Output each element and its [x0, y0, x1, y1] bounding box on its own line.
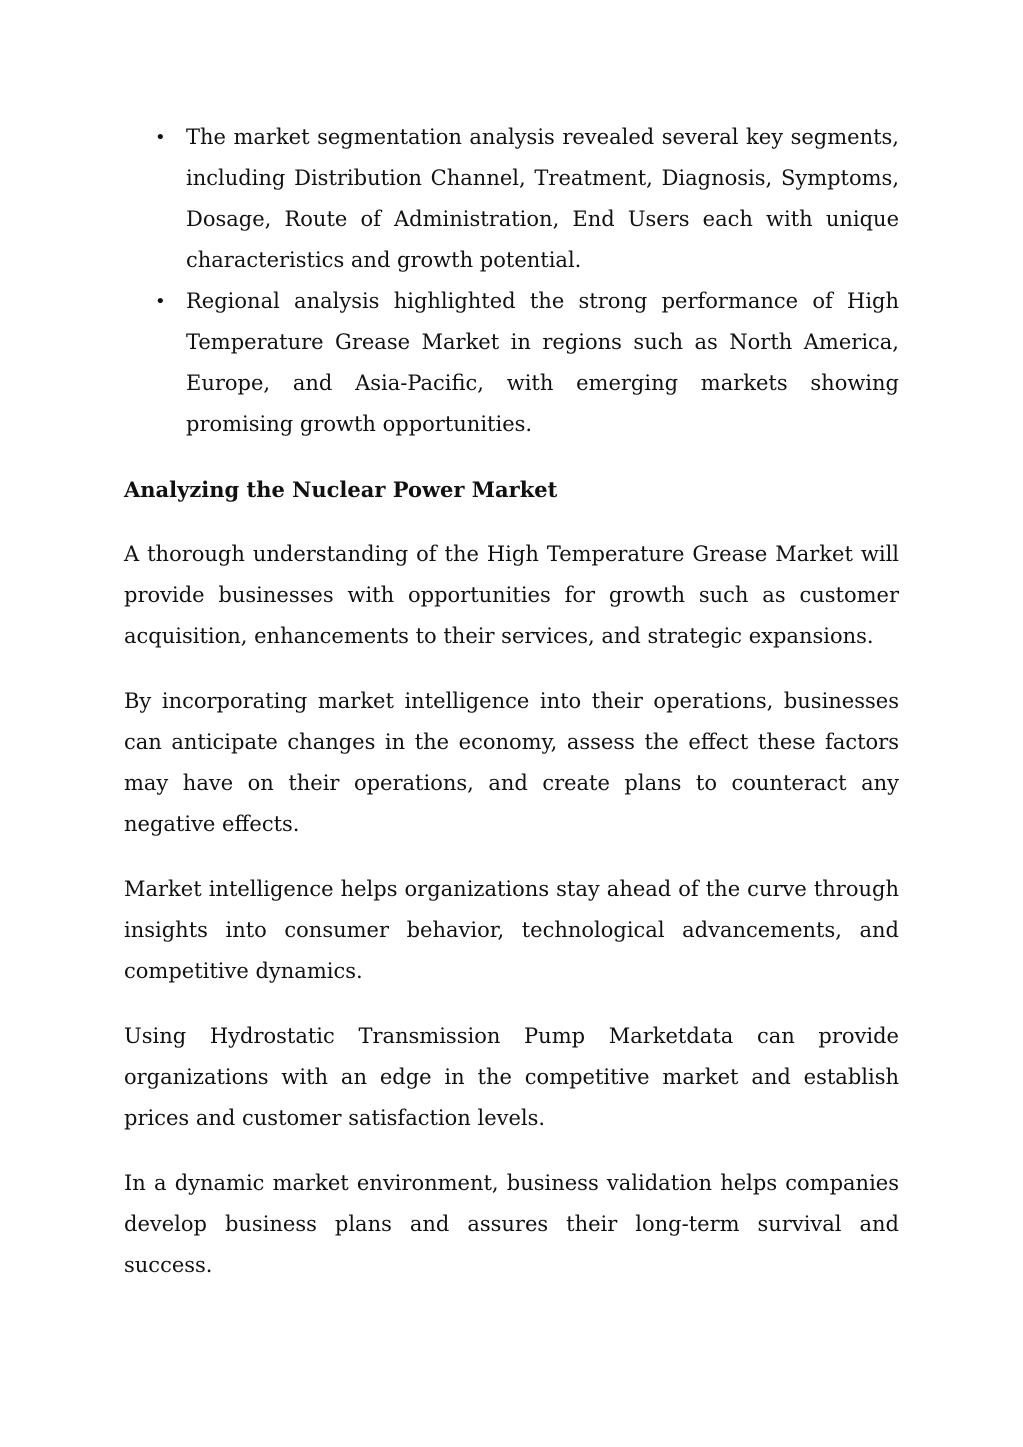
paragraph: A thorough understanding of the High Temperature Grease Market will provide businesses with opportunities for growth such as customer acquisition, enhancements to their services, and strategic expansions.	[124, 542, 899, 648]
section-heading: Analyzing the Nuclear Power Market	[124, 477, 558, 502]
bullet-list	[124, 117, 899, 445]
list-item-text: Regional analysis highlighted the strong performance of High Temperature Grease Market in regions such as North America, Europe, and Asia-Pacific, with emerging markets showing promising growth opportunities.	[186, 289, 899, 436]
bullet-dot-icon: •	[155, 291, 166, 312]
paragraph: Using Hydrostatic Transmission Pump Marketdata can provide organizations with an edge in the competitive market and establish prices and customer satisfaction levels.	[124, 1024, 899, 1130]
bullet-dot-icon: •	[155, 127, 166, 148]
list-item	[124, 117, 899, 281]
list-item	[124, 281, 899, 445]
paragraph: By incorporating market intelligence into their operations, businesses can anticipate changes in the economy, assess the effect these factors may have on their operations, and create plans to counteract any negative effects.	[124, 689, 899, 836]
paragraph: In a dynamic market environment, business validation helps companies develop business plans and assures their long-term survival and success.	[124, 1171, 899, 1277]
document-page	[124, 117, 899, 1310]
list-item-text: The market segmentation analysis revealed several key segments, including Distribution Channel, Treatment, Diagnosis, Symptoms, Dosage, Route of Administration, End Users each with unique characteristics and growth potential.	[186, 125, 899, 272]
paragraph: Market intelligence helps organizations stay ahead of the curve through insights into consumer behavior, technological advancements, and competitive dynamics.	[124, 877, 899, 983]
